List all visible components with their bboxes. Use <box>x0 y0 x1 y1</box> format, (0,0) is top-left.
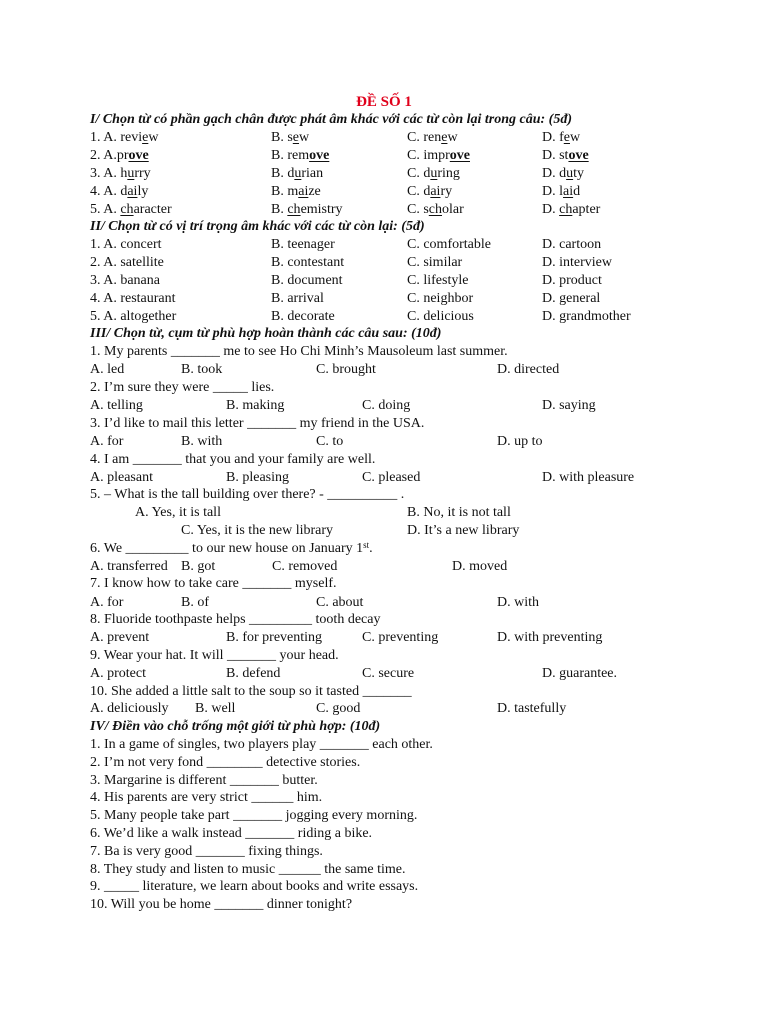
options-line <box>0 665 768 683</box>
fill-in-line <box>0 843 768 861</box>
option-b: B. decorate <box>271 309 335 324</box>
option-a: A. led <box>90 362 125 377</box>
options-line <box>0 433 768 451</box>
options-line <box>0 594 768 612</box>
option-a: A. for <box>90 434 124 449</box>
option-a: 4. A. daily <box>90 184 149 199</box>
section-1-heading: I/ Chọn từ có phần gạch chân được phát âm khác với các từ còn lại trong câu: (5đ) <box>90 112 572 127</box>
fill-in-line <box>0 754 768 772</box>
question-line <box>0 683 768 701</box>
option-b: B. making <box>226 398 285 413</box>
option-a: A. for <box>90 595 124 610</box>
question-text: 2. I’m sure they were _____ lies. <box>90 380 275 395</box>
question-row <box>0 183 768 201</box>
option-a: 4. A. restaurant <box>90 291 176 306</box>
fill-in-line <box>0 789 768 807</box>
question-row <box>0 147 768 165</box>
option-d: D. product <box>542 273 602 288</box>
underlined-sound: e <box>142 130 149 145</box>
fill-in-text: 9. _____ literature, we learn about books and write essays. <box>90 879 419 894</box>
underlined-sound: ove <box>449 148 470 163</box>
option-a: A. transferred <box>90 559 168 574</box>
option-d: D. up to <box>497 434 543 449</box>
options-line <box>0 522 768 540</box>
underlined-sound: ch <box>287 202 301 217</box>
option-d: D. laid <box>542 184 581 199</box>
option-a: 5. A. altogether <box>90 309 177 324</box>
option-d: D. few <box>542 130 581 145</box>
fill-in-text: 8. They study and listen to music ______ the same time. <box>90 862 406 877</box>
option-a: A. prevent <box>90 630 150 645</box>
options-line <box>0 629 768 647</box>
underlined-sound: u <box>294 166 302 181</box>
option-b: B. got <box>181 559 216 574</box>
fill-in-text: 10. Will you be home _______ dinner tonight? <box>90 897 353 912</box>
option-c: C. scholar <box>407 202 464 217</box>
question-text: 9. Wear your hat. It will _______ your head. <box>90 648 339 663</box>
option-c: C. improve <box>407 148 470 163</box>
fill-in-line <box>0 878 768 896</box>
fill-in-line <box>0 772 768 790</box>
underlined-sound: e <box>292 130 300 145</box>
question-text: 10. She added a little salt to the soup so it tasted _______ <box>90 684 412 699</box>
fill-in-text: 6. We’d like a walk instead _______ riding a bike. <box>90 826 373 841</box>
option-d: D. with preventing <box>497 630 603 645</box>
option-a: 5. A. character <box>90 202 172 217</box>
underlined-sound: e <box>441 130 448 145</box>
section-2-heading: II/ Chọn từ có vị trí trọng âm khác với các từ còn lại: (5đ) <box>90 219 425 234</box>
underlined-sound: ai <box>430 184 441 199</box>
underlined-sound: ove <box>568 148 589 163</box>
option-d: D. with pleasure <box>542 470 635 485</box>
question-line <box>0 647 768 665</box>
fill-in-line <box>0 807 768 825</box>
underlined-sound: ch <box>428 202 443 217</box>
option-a: 3. A. hurry <box>90 166 151 181</box>
option-a: A. pleasant <box>90 470 153 485</box>
question-text: 5. – What is the tall building over there? - __________ . <box>90 487 405 502</box>
option-c: C. brought <box>316 362 376 377</box>
question-line <box>0 415 768 433</box>
fill-in-line <box>0 861 768 879</box>
underlined-sound: ai <box>563 184 574 199</box>
option-a: A. Yes, it is tall <box>135 505 221 520</box>
question-row <box>0 272 768 290</box>
underlined-sound: ai <box>298 184 309 199</box>
option-d: D. chapter <box>542 202 601 217</box>
options-line <box>0 469 768 487</box>
option-d: D. with <box>497 595 539 610</box>
question-line <box>0 540 768 558</box>
underlined-sound: ai <box>127 184 138 199</box>
option-d: D. general <box>542 291 601 306</box>
options-line <box>0 397 768 415</box>
fill-in-text: 1. In a game of singles, two players play _______ each other. <box>90 737 433 752</box>
fill-in-text: 7. Ba is very good _______ fixing things. <box>90 844 323 859</box>
option-c: C. secure <box>362 666 415 681</box>
question-text: 4. I am _______ that you and your family are well. <box>90 452 376 467</box>
question-row <box>0 165 768 183</box>
question-row <box>0 290 768 308</box>
question-line <box>0 486 768 504</box>
question-line <box>0 611 768 629</box>
option-b: B. durian <box>271 166 324 181</box>
option-d: D. moved <box>452 559 508 574</box>
option-c: C. preventing <box>362 630 439 645</box>
question-row <box>0 129 768 147</box>
underlined-sound: ch <box>559 202 573 217</box>
question-text: 6. We _________ to our new house on January 1st. <box>90 540 373 556</box>
option-c: C. delicious <box>407 309 474 324</box>
option-a: A. protect <box>90 666 146 681</box>
option-a: 2. A. satellite <box>90 255 164 270</box>
fill-in-line <box>0 896 768 914</box>
options-line <box>0 700 768 718</box>
options-line <box>0 504 768 522</box>
question-text: 8. Fluoride toothpaste helps _________ tooth decay <box>90 612 381 627</box>
option-b: B. for preventing <box>226 630 323 645</box>
underlined-sound: u <box>566 166 574 181</box>
option-d: D. tastefully <box>497 701 567 716</box>
fill-in-text: 4. His parents are very strict ______ him. <box>90 790 323 805</box>
option-c: C. about <box>316 595 364 610</box>
option-b: B. defend <box>226 666 281 681</box>
fill-in-text: 3. Margarine is different _______ butter. <box>90 773 318 788</box>
option-b: B. well <box>195 701 236 716</box>
option-d: D. It’s a new library <box>407 523 520 538</box>
option-b: B. remove <box>271 148 330 163</box>
underlined-sound: u <box>430 166 438 181</box>
option-c: C. comfortable <box>407 237 491 252</box>
option-c: C. doing <box>362 398 411 413</box>
option-c: C. similar <box>407 255 463 270</box>
option-b: B. chemistry <box>271 202 343 217</box>
option-d: D. stove <box>542 148 589 163</box>
option-d: D. guarantee. <box>542 666 618 681</box>
option-d: D. cartoon <box>542 237 602 252</box>
section-3-heading: III/ Chọn từ, cụm từ phù hợp hoàn thành các câu sau: (10đ) <box>90 326 442 341</box>
option-d: D. duty <box>542 166 585 181</box>
options-line <box>0 361 768 379</box>
option-a: 2. A.prove <box>90 148 149 163</box>
underlined-sound: u <box>127 166 135 181</box>
question-row <box>0 236 768 254</box>
option-c: C. removed <box>272 559 338 574</box>
fill-in-line <box>0 736 768 754</box>
option-c: C. dairy <box>407 184 453 199</box>
option-b: B. took <box>181 362 223 377</box>
option-c: C. to <box>316 434 344 449</box>
option-a: A. deliciously <box>90 701 169 716</box>
option-b: B. document <box>271 273 343 288</box>
question-text: 7. I know how to take care _______ myself. <box>90 576 337 591</box>
underlined-sound: ch <box>120 202 134 217</box>
option-b: B. contestant <box>271 255 345 270</box>
question-row <box>0 254 768 272</box>
question-text: 1. My parents _______ me to see Ho Chi Minh’s Mausoleum last summer. <box>90 344 508 359</box>
option-c: C. lifestyle <box>407 273 469 288</box>
option-c: C. pleased <box>362 470 421 485</box>
option-a: A. telling <box>90 398 143 413</box>
option-a: 1. A. review <box>90 130 159 145</box>
question-line <box>0 575 768 593</box>
option-c: C. good <box>316 701 361 716</box>
option-d: D. directed <box>497 362 560 377</box>
question-row <box>0 201 768 219</box>
options-line <box>0 558 768 576</box>
option-b: B. sew <box>271 130 310 145</box>
section-4-heading: IV/ Điền vào chỗ trống một giới từ phù hợp: (10đ) <box>90 719 381 734</box>
option-d: D. grandmother <box>542 309 631 324</box>
underlined-sound: ove <box>309 148 330 163</box>
option-c: C. Yes, it is the new library <box>181 523 334 538</box>
fill-in-text: 2. I’m not very fond ________ detective stories. <box>90 755 361 770</box>
fill-in-text: 5. Many people take part _______ jogging every morning. <box>90 808 418 823</box>
option-b: B. maize <box>271 184 321 199</box>
option-d: D. interview <box>542 255 612 270</box>
option-a: 1. A. concert <box>90 237 162 252</box>
question-row <box>0 308 768 326</box>
option-b: B. with <box>181 434 223 449</box>
option-c: C. renew <box>407 130 458 145</box>
option-b: B. teenager <box>271 237 335 252</box>
underlined-sound: ove <box>128 148 149 163</box>
ordinal-suffix: st <box>363 540 370 550</box>
option-b: B. of <box>181 595 209 610</box>
option-a: 3. A. banana <box>90 273 160 288</box>
option-c: C. neighbor <box>407 291 474 306</box>
question-line <box>0 379 768 397</box>
exam-title: ĐỀ SỐ 1 <box>356 94 412 110</box>
question-text: 3. I’d like to mail this letter _______ my friend in the USA. <box>90 416 425 431</box>
option-d: D. saying <box>542 398 596 413</box>
option-b: B. No, it is not tall <box>407 505 511 520</box>
option-b: B. arrival <box>271 291 324 306</box>
option-c: C. during <box>407 166 460 181</box>
question-line <box>0 451 768 469</box>
underlined-sound: e <box>563 130 570 145</box>
option-b: B. pleasing <box>226 470 289 485</box>
fill-in-line <box>0 825 768 843</box>
question-line <box>0 343 768 361</box>
